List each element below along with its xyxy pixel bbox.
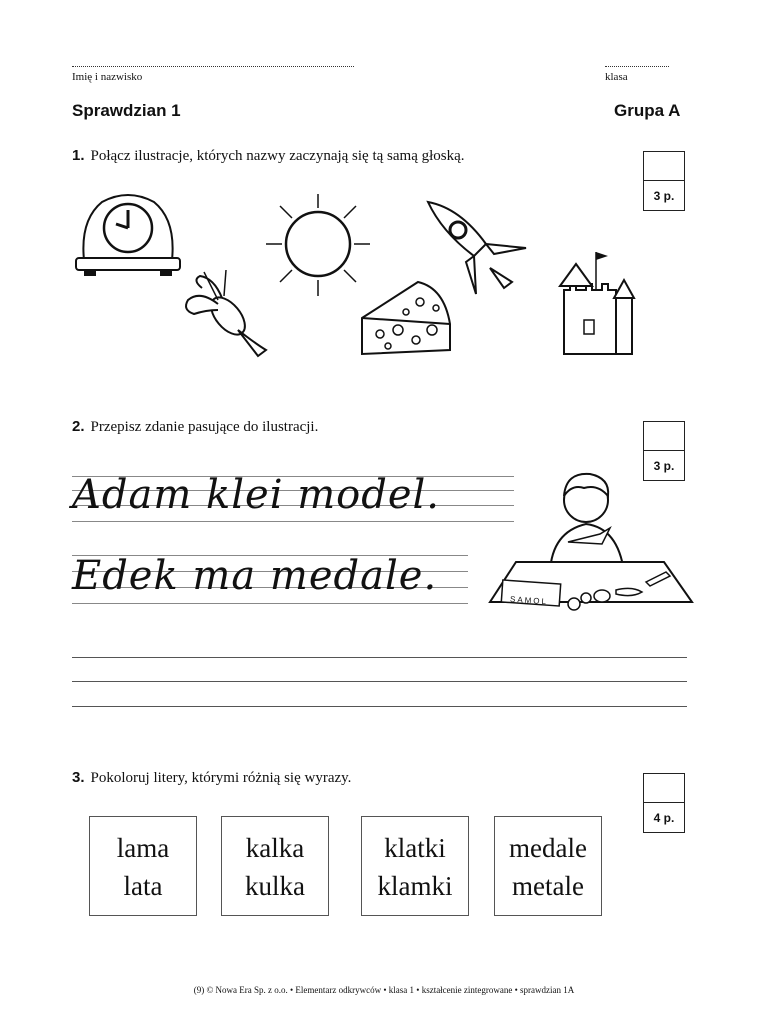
clock-illustration[interactable]: [72, 190, 184, 280]
task3-score-field[interactable]: [644, 774, 684, 803]
name-label: Imię i nazwisko: [72, 71, 143, 83]
class-label: klasa: [605, 71, 628, 83]
name-field-line[interactable]: [72, 66, 354, 67]
word-card[interactable]: [89, 816, 197, 916]
page-title: Sprawdzian 1: [72, 101, 181, 120]
task1-points-label: 3 p.: [653, 189, 675, 203]
word-top: kalka: [245, 833, 305, 863]
task2-number: 2.: [72, 418, 85, 435]
answer-line-1[interactable]: [72, 657, 687, 658]
word-top: lama: [116, 833, 170, 863]
task1-score-field[interactable]: [644, 152, 684, 181]
sentence-2: Edek ma medale.: [72, 553, 438, 599]
word-bottom: lata: [123, 871, 163, 901]
word-bottom: klamki: [377, 871, 453, 901]
word-top: klatki: [384, 833, 446, 863]
word-card[interactable]: [494, 816, 602, 916]
guide-line: [72, 521, 514, 522]
task1-number: 1.: [72, 147, 85, 164]
task3-points-label: 4 p.: [653, 811, 675, 825]
model-box-label: SAMOL: [509, 594, 549, 607]
group-label: Grupa A: [614, 101, 681, 120]
word-top: medale: [509, 833, 587, 863]
sentence-1: Adam klei model.: [72, 472, 440, 518]
class-field-line[interactable]: [605, 66, 669, 67]
guide-line: [72, 603, 468, 604]
word-bottom: metale: [512, 871, 584, 901]
word-card[interactable]: [361, 816, 469, 916]
castle-illustration[interactable]: [556, 250, 638, 358]
task3-text: Pokoloruj litery, którymi różnią się wyrazy.: [90, 770, 352, 786]
task2-score-field[interactable]: [644, 422, 684, 451]
cheese-illustration[interactable]: [358, 278, 454, 358]
task1-points-box: [643, 151, 685, 211]
task3-points-box: [643, 773, 685, 833]
crayfish-illustration[interactable]: [178, 270, 273, 358]
answer-line-3[interactable]: [72, 706, 687, 707]
task1-instruction: [72, 147, 465, 165]
task2-points-label: 3 p.: [653, 459, 675, 473]
answer-line-2[interactable]: [72, 681, 687, 682]
task3-instruction: [72, 769, 351, 787]
task2-instruction: [72, 418, 318, 436]
word-bottom: kulka: [245, 871, 305, 901]
task1-text: Połącz ilustracje, których nazwy zaczynają się tą samą głoską.: [90, 148, 465, 164]
footer: (9) © Nowa Era Sp. z o.o. • Elementarz odkrywców • klasa 1 • kształcenie zintegrowane • sprawdzian 1A: [193, 985, 575, 995]
word-card[interactable]: [221, 816, 329, 916]
task2-text: Przepisz zdanie pasujące do ilustracji.: [90, 419, 319, 435]
task3-number: 3.: [72, 769, 85, 786]
